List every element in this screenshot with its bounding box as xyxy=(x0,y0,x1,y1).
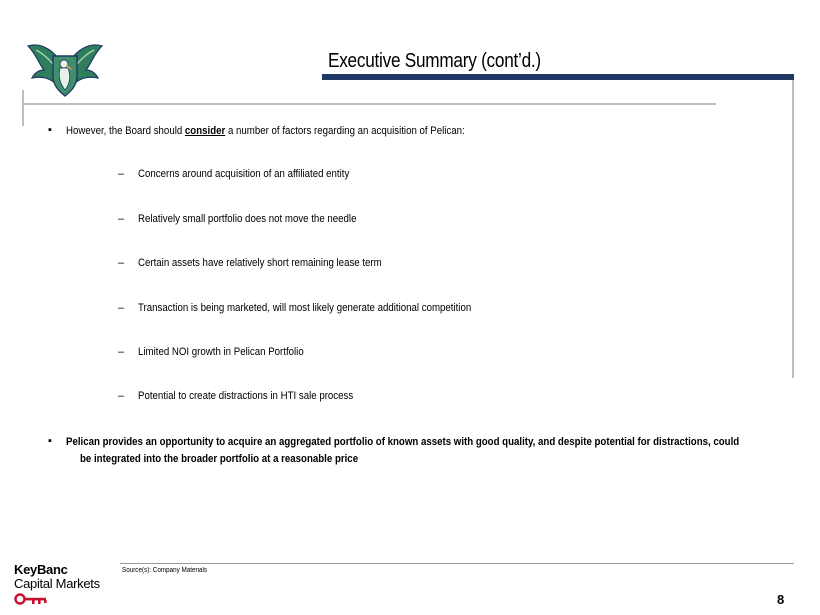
key-icon xyxy=(14,593,48,605)
dash-marker: – xyxy=(118,168,125,180)
brand-subtitle: Capital Markets xyxy=(14,576,100,591)
bullet-1-text xyxy=(66,123,465,139)
right-divider xyxy=(792,80,794,378)
dash-marker: – xyxy=(118,346,125,358)
pelican-logo xyxy=(26,40,104,100)
bullet-1-emphasis: consider xyxy=(184,125,226,137)
dash-marker: – xyxy=(118,257,125,269)
page-title: Executive Summary (cont’d.) xyxy=(328,50,541,72)
bullet-2-line-2: be integrated into the broader portfolio at a reasonable price xyxy=(80,453,359,465)
page-number: 8 xyxy=(777,592,785,607)
sub-item: Potential to create distractions in HTI sale process xyxy=(138,390,354,402)
bullet-marker: ▪ xyxy=(48,124,52,136)
dash-marker: – xyxy=(118,213,125,225)
bullet-2-line-1: Pelican provides an opportunity to acquire an aggregated portfolio of known assets with good quality, and despite potential for distractions, could xyxy=(66,436,740,448)
dash-marker: – xyxy=(118,302,125,314)
header-rule xyxy=(22,103,716,105)
dash-marker: – xyxy=(118,390,125,402)
sub-item: Concerns around acquisition of an affiliated entity xyxy=(138,168,350,180)
title-underline-bar xyxy=(322,74,794,80)
brand-name: KeyBanc xyxy=(14,562,68,577)
left-divider xyxy=(22,90,24,126)
sub-item: Limited NOI growth in Pelican Portfolio xyxy=(138,346,304,358)
footer-rule xyxy=(120,563,794,564)
sub-item: Transaction is being marketed, will most likely generate additional competition xyxy=(138,302,472,314)
sub-item: Relatively small portfolio does not move the needle xyxy=(138,213,357,225)
bullet-marker: ▪ xyxy=(48,435,52,447)
bullet-1-tail: a number of factors regarding an acquisition of Pelican: xyxy=(225,125,465,137)
sub-item: Certain assets have relatively short remaining lease term xyxy=(138,257,382,269)
source-note: Source(s): Company Materials xyxy=(122,567,208,574)
bullet-1-lead: However, the Board should xyxy=(66,125,185,137)
